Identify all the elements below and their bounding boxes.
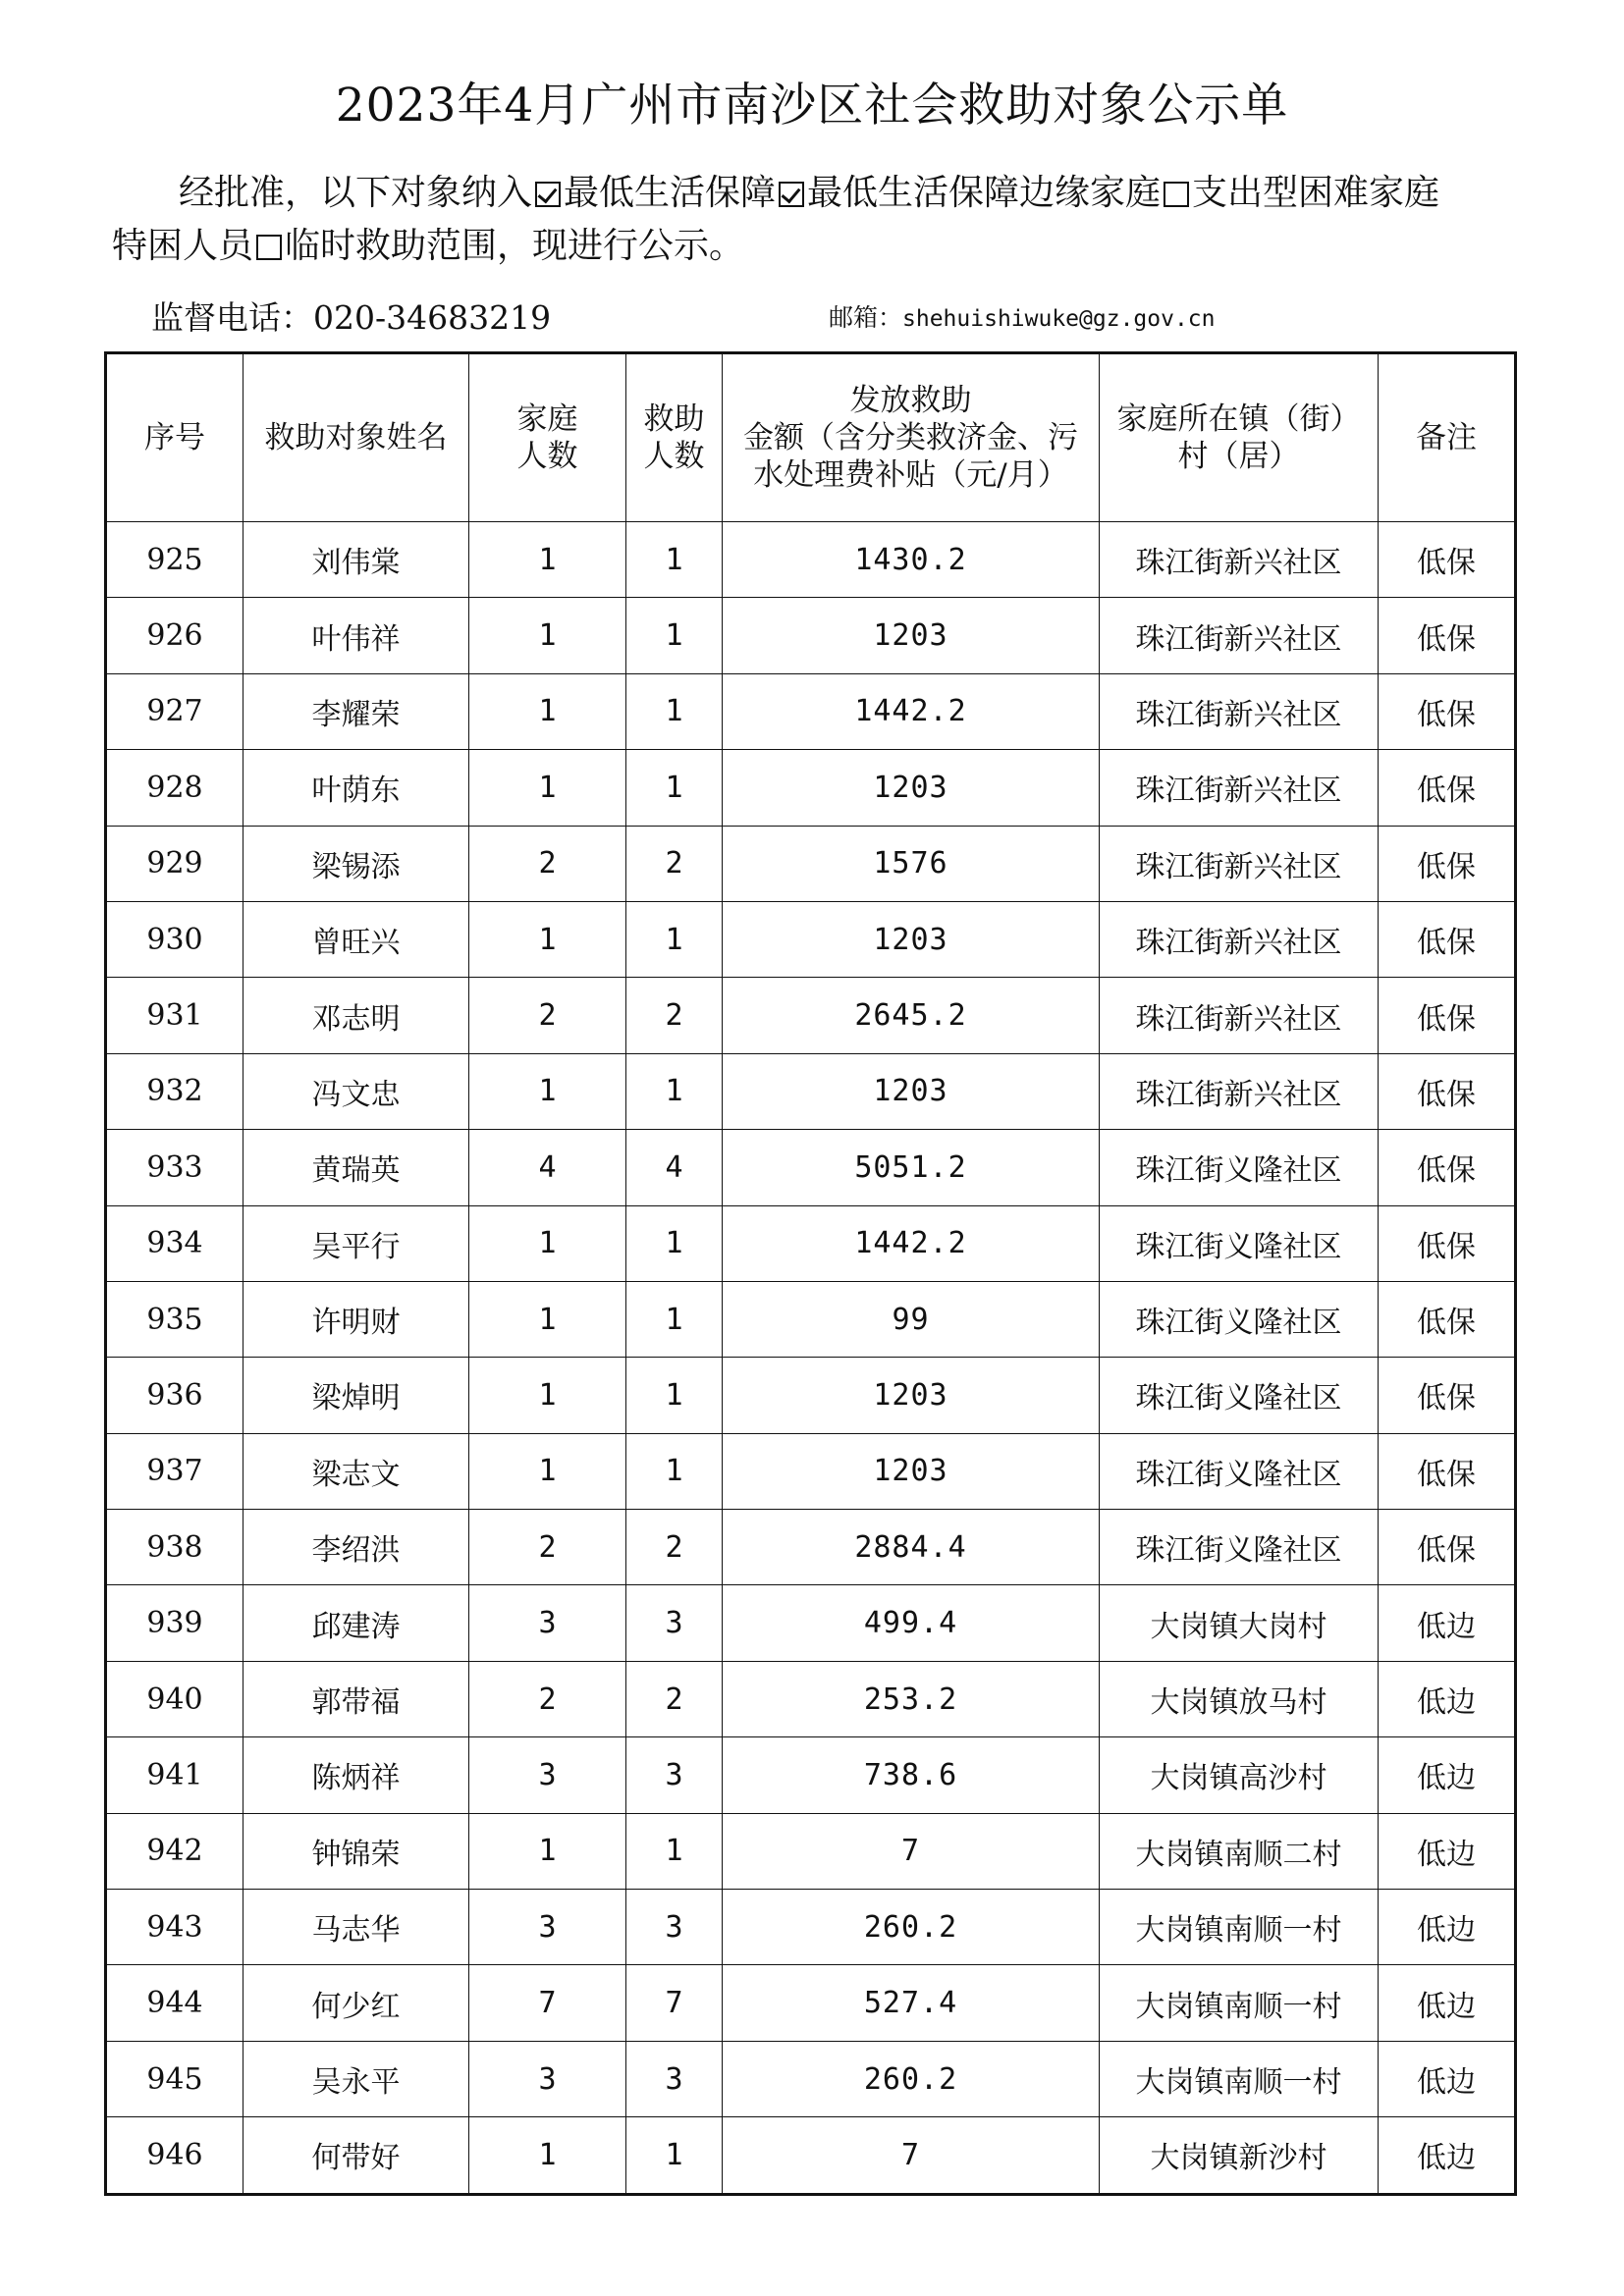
cell-address: 珠江街新兴社区 — [1100, 978, 1379, 1053]
cell-amount: 1203 — [723, 1053, 1100, 1129]
cell-amount: 7 — [723, 2117, 1100, 2194]
cell-aid-count: 1 — [626, 2117, 723, 2194]
cell-seq: 941 — [106, 1737, 244, 1813]
table-row — [106, 1585, 1516, 1661]
cell-amount: 738.6 — [723, 1737, 1100, 1813]
cell-address: 大岗镇南顺一村 — [1100, 1965, 1379, 2041]
cell-aid-count: 1 — [626, 673, 723, 749]
cell-family-size: 1 — [469, 750, 626, 826]
cell-family-size: 1 — [469, 1813, 626, 1889]
table-row — [106, 1661, 1516, 1736]
cell-name: 何带好 — [244, 2117, 469, 2194]
cell-seq: 936 — [106, 1358, 244, 1433]
cell-amount: 527.4 — [723, 1965, 1100, 2041]
checkbox-icon — [256, 235, 282, 260]
option-label: 特困人员 — [112, 226, 254, 266]
cell-note: 低保 — [1379, 1358, 1516, 1433]
table-row — [106, 1281, 1516, 1357]
cell-address: 珠江街义隆社区 — [1100, 1358, 1379, 1433]
table-row — [106, 1358, 1516, 1433]
cell-family-size: 2 — [469, 978, 626, 1053]
cell-note: 低保 — [1379, 1130, 1516, 1205]
cell-family-size: 1 — [469, 598, 626, 673]
header-amount-line2: 金额（含分类救济金、污 — [743, 420, 1078, 455]
cell-family-size: 1 — [469, 901, 626, 977]
header-amount — [723, 353, 1100, 522]
cell-address: 大岗镇南顺一村 — [1100, 2041, 1379, 2116]
intro-line-1 — [112, 167, 1506, 220]
cell-seq: 929 — [106, 826, 244, 901]
cell-name: 郭带福 — [244, 1661, 469, 1736]
cell-aid-count: 3 — [626, 1890, 723, 1965]
cell-name: 叶荫东 — [244, 750, 469, 826]
cell-name: 吴永平 — [244, 2041, 469, 2116]
cell-amount: 260.2 — [723, 2041, 1100, 2116]
cell-address: 珠江街新兴社区 — [1100, 673, 1379, 749]
cell-seq: 939 — [106, 1585, 244, 1661]
cell-address: 大岗镇大岗村 — [1100, 1585, 1379, 1661]
table-row — [106, 750, 1516, 826]
table-row — [106, 978, 1516, 1053]
cell-seq: 943 — [106, 1890, 244, 1965]
cell-note: 低保 — [1379, 1053, 1516, 1129]
cell-amount: 5051.2 — [723, 1130, 1100, 1205]
cell-family-size: 1 — [469, 1358, 626, 1433]
cell-note: 低保 — [1379, 978, 1516, 1053]
cell-name: 刘伟棠 — [244, 522, 469, 598]
table-row — [106, 1890, 1516, 1965]
cell-seq: 932 — [106, 1053, 244, 1129]
cell-seq: 938 — [106, 1510, 244, 1585]
cell-aid-count: 1 — [626, 750, 723, 826]
cell-aid-count: 1 — [626, 1205, 723, 1281]
cell-seq: 926 — [106, 598, 244, 673]
cell-aid-count: 7 — [626, 1965, 723, 2041]
table-row — [106, 1813, 1516, 1889]
header-amount-line1: 发放救助 — [849, 383, 972, 418]
cell-seq: 935 — [106, 1281, 244, 1357]
header-note: 备注 — [1379, 353, 1516, 522]
header-seq: 序号 — [106, 353, 244, 522]
cell-name: 许明财 — [244, 1281, 469, 1357]
cell-name: 叶伟祥 — [244, 598, 469, 673]
cell-name: 冯文忠 — [244, 1053, 469, 1129]
table-row — [106, 1737, 1516, 1813]
cell-family-size: 2 — [469, 1661, 626, 1736]
table-row — [106, 826, 1516, 901]
cell-seq: 945 — [106, 2041, 244, 2116]
cell-family-size: 4 — [469, 1130, 626, 1205]
email-label: 邮箱： — [829, 303, 903, 332]
cell-aid-count: 1 — [626, 598, 723, 673]
cell-note: 低保 — [1379, 1510, 1516, 1585]
table-row — [106, 1053, 1516, 1129]
cell-aid-count: 3 — [626, 1737, 723, 1813]
cell-aid-count: 2 — [626, 826, 723, 901]
cell-family-size: 1 — [469, 522, 626, 598]
cell-name: 钟锦荣 — [244, 1813, 469, 1889]
cell-address: 珠江街新兴社区 — [1100, 750, 1379, 826]
cell-note: 低边 — [1379, 1585, 1516, 1661]
cell-amount: 1442.2 — [723, 1205, 1100, 1281]
cell-aid-count: 1 — [626, 1433, 723, 1509]
cell-name: 梁锡添 — [244, 826, 469, 901]
option-label: 最低生活保障 — [564, 173, 777, 213]
cell-seq: 930 — [106, 901, 244, 977]
cell-family-size: 1 — [469, 1281, 626, 1357]
header-amount-line3: 水处理费补贴（元/月） — [753, 457, 1068, 493]
cell-family-size: 1 — [469, 1053, 626, 1129]
table-row — [106, 522, 1516, 598]
table-row — [106, 673, 1516, 749]
header-aid-line1: 救助 — [643, 401, 705, 437]
cell-name: 梁焯明 — [244, 1358, 469, 1433]
cell-amount: 1203 — [723, 1358, 1100, 1433]
cell-note: 低保 — [1379, 522, 1516, 598]
cell-address: 珠江街义隆社区 — [1100, 1281, 1379, 1357]
cell-note: 低保 — [1379, 1281, 1516, 1357]
cell-family-size: 3 — [469, 2041, 626, 2116]
cell-amount: 1430.2 — [723, 522, 1100, 598]
cell-note: 低边 — [1379, 1737, 1516, 1813]
cell-seq: 925 — [106, 522, 244, 598]
cell-family-size: 3 — [469, 1890, 626, 1965]
cell-amount: 7 — [723, 1813, 1100, 1889]
intro-suffix: 范围，现进行公示。 — [426, 226, 745, 266]
header-address-line2: 村（居） — [1177, 439, 1300, 474]
cell-family-size: 1 — [469, 2117, 626, 2194]
cell-address: 珠江街义隆社区 — [1100, 1130, 1379, 1205]
cell-aid-count: 3 — [626, 2041, 723, 2116]
cell-note: 低保 — [1379, 673, 1516, 749]
cell-family-size: 2 — [469, 826, 626, 901]
option-label: 最低生活保障边缘家庭 — [807, 173, 1162, 213]
cell-name: 邓志明 — [244, 978, 469, 1053]
cell-address: 珠江街新兴社区 — [1100, 598, 1379, 673]
header-family-line1: 家庭 — [516, 401, 578, 437]
cell-address: 珠江街义隆社区 — [1100, 1510, 1379, 1585]
cell-family-size: 3 — [469, 1737, 626, 1813]
table-body — [106, 522, 1516, 2195]
cell-address: 大岗镇南顺二村 — [1100, 1813, 1379, 1889]
intro-paragraph — [112, 167, 1506, 273]
cell-note: 低保 — [1379, 901, 1516, 977]
supervision-email — [829, 298, 1216, 334]
option-label: 支出型困难家庭 — [1192, 173, 1440, 213]
cell-aid-count: 2 — [626, 1661, 723, 1736]
header-name: 救助对象姓名 — [244, 353, 469, 522]
cell-address: 珠江街新兴社区 — [1100, 826, 1379, 901]
email-address: shehuishiwuke@gz.gov.cn — [902, 306, 1216, 332]
cell-aid-count: 3 — [626, 1585, 723, 1661]
cell-address: 珠江街新兴社区 — [1100, 1053, 1379, 1129]
table-row — [106, 2041, 1516, 2116]
header-aid-count — [626, 353, 723, 522]
table-row — [106, 1205, 1516, 1281]
checkbox-icon — [1164, 182, 1189, 207]
cell-aid-count: 1 — [626, 1813, 723, 1889]
cell-name: 何少红 — [244, 1965, 469, 2041]
phone-label: 监督电话： — [151, 298, 313, 337]
header-aid-line2: 人数 — [643, 439, 705, 474]
header-family-size — [469, 353, 626, 522]
cell-name: 李绍洪 — [244, 1510, 469, 1585]
cell-family-size: 2 — [469, 1510, 626, 1585]
cell-note: 低保 — [1379, 750, 1516, 826]
table-header — [106, 353, 1516, 522]
cell-amount: 1203 — [723, 750, 1100, 826]
cell-family-size: 1 — [469, 673, 626, 749]
table-row — [106, 901, 1516, 977]
cell-family-size: 1 — [469, 1433, 626, 1509]
cell-note: 低保 — [1379, 826, 1516, 901]
cell-family-size: 7 — [469, 1965, 626, 2041]
cell-seq: 940 — [106, 1661, 244, 1736]
cell-note: 低边 — [1379, 1661, 1516, 1736]
table-row — [106, 598, 1516, 673]
cell-aid-count: 1 — [626, 1053, 723, 1129]
cell-amount: 2645.2 — [723, 978, 1100, 1053]
cell-address: 珠江街新兴社区 — [1100, 522, 1379, 598]
cell-aid-count: 2 — [626, 1510, 723, 1585]
cell-name: 梁志文 — [244, 1433, 469, 1509]
cell-seq: 942 — [106, 1813, 244, 1889]
cell-name: 李耀荣 — [244, 673, 469, 749]
cell-note: 低边 — [1379, 1890, 1516, 1965]
intro-prefix: 经批准，以下对象纳入 — [179, 173, 533, 213]
cell-note: 低边 — [1379, 1813, 1516, 1889]
checkbox-icon — [779, 182, 804, 207]
cell-seq: 944 — [106, 1965, 244, 2041]
cell-family-size: 3 — [469, 1585, 626, 1661]
cell-note: 低保 — [1379, 598, 1516, 673]
cell-seq: 927 — [106, 673, 244, 749]
cell-aid-count: 2 — [626, 978, 723, 1053]
cell-seq: 928 — [106, 750, 244, 826]
table-row — [106, 1433, 1516, 1509]
header-address-line1: 家庭所在镇（街） — [1116, 401, 1361, 437]
header-family-line2: 人数 — [516, 439, 578, 474]
cell-name: 邱建涛 — [244, 1585, 469, 1661]
cell-note: 低边 — [1379, 2117, 1516, 2194]
cell-seq: 937 — [106, 1433, 244, 1509]
checkbox-icon — [535, 182, 561, 207]
cell-family-size: 1 — [469, 1205, 626, 1281]
cell-amount: 253.2 — [723, 1661, 1100, 1736]
intro-line-2 — [112, 220, 1506, 273]
cell-seq: 931 — [106, 978, 244, 1053]
header-address — [1100, 353, 1379, 522]
cell-aid-count: 1 — [626, 1358, 723, 1433]
cell-amount: 1203 — [723, 598, 1100, 673]
cell-amount: 1203 — [723, 1433, 1100, 1509]
cell-amount: 260.2 — [723, 1890, 1100, 1965]
cell-amount: 99 — [723, 1281, 1100, 1357]
option-label: 临时救助 — [285, 226, 427, 266]
header-row — [106, 353, 1516, 522]
cell-address: 珠江街义隆社区 — [1100, 1205, 1379, 1281]
cell-address: 大岗镇南顺一村 — [1100, 1890, 1379, 1965]
cell-seq: 946 — [106, 2117, 244, 2194]
cell-address: 大岗镇新沙村 — [1100, 2117, 1379, 2194]
cell-address: 大岗镇放马村 — [1100, 1661, 1379, 1736]
cell-address: 珠江街义隆社区 — [1100, 1433, 1379, 1509]
cell-amount: 499.4 — [723, 1585, 1100, 1661]
page-title: 2023年4月广州市南沙区社会救助对象公示单 — [335, 79, 1289, 133]
cell-aid-count: 1 — [626, 901, 723, 977]
cell-aid-count: 4 — [626, 1130, 723, 1205]
supervision-phone — [151, 293, 551, 339]
cell-note: 低边 — [1379, 1965, 1516, 2041]
phone-number: 020-34683219 — [313, 298, 552, 337]
cell-amount: 1203 — [723, 901, 1100, 977]
cell-address: 珠江街新兴社区 — [1100, 901, 1379, 977]
table-row — [106, 2117, 1516, 2194]
cell-name: 黄瑞英 — [244, 1130, 469, 1205]
contact-line — [151, 293, 1329, 342]
cell-name: 陈炳祥 — [244, 1737, 469, 1813]
cell-amount: 1576 — [723, 826, 1100, 901]
cell-address: 大岗镇高沙村 — [1100, 1737, 1379, 1813]
table-row — [106, 1965, 1516, 2041]
cell-note: 低边 — [1379, 2041, 1516, 2116]
cell-name: 吴平行 — [244, 1205, 469, 1281]
cell-aid-count: 1 — [626, 522, 723, 598]
cell-amount: 1442.2 — [723, 673, 1100, 749]
cell-name: 马志华 — [244, 1890, 469, 1965]
cell-note: 低保 — [1379, 1433, 1516, 1509]
aid-recipient-table — [104, 351, 1517, 2196]
table-row — [106, 1510, 1516, 1585]
cell-aid-count: 1 — [626, 1281, 723, 1357]
cell-seq: 934 — [106, 1205, 244, 1281]
cell-amount: 2884.4 — [723, 1510, 1100, 1585]
cell-seq: 933 — [106, 1130, 244, 1205]
table-row — [106, 1130, 1516, 1205]
cell-note: 低保 — [1379, 1205, 1516, 1281]
cell-name: 曾旺兴 — [244, 901, 469, 977]
